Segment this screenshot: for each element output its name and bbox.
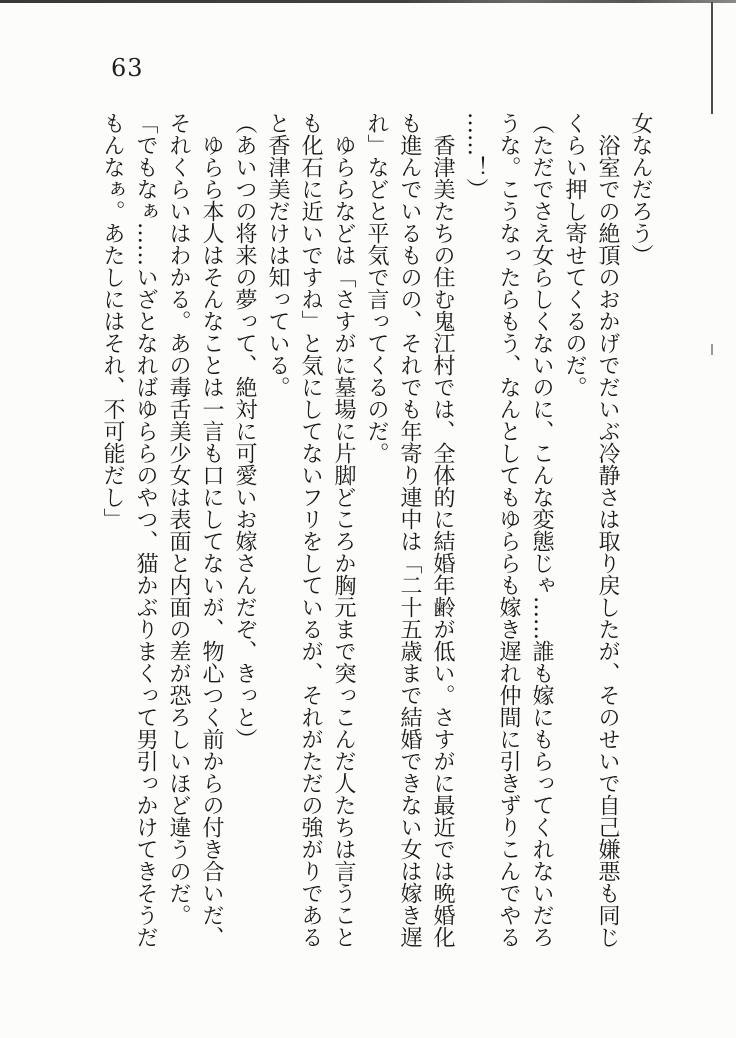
text-line: 香津美たちの住む鬼江村では、全体的に結婚年齢が低い。さすがに最近では晩婚化 (430, 112, 455, 948)
text-line: ……！） (463, 112, 488, 200)
text-line: 浴室での絶頂のおかげでだいぶ冷静さは取り戻したが、そのせいで自己嫌悪も同じ (595, 112, 620, 948)
text-line: と香津美だけは知っている。 (265, 112, 290, 398)
page-number: 63 (111, 54, 144, 82)
text-line: ゆらら本人はそんなことは一言も口にしてないが、物心つく前からの付き合いだ、 (199, 112, 224, 948)
right-edge-scan-mark (711, 2, 713, 114)
text-line: ゆららなどは「さすがに墓場に片脚どころか胸元まで突っこんだ人たちは言うこと (331, 112, 356, 948)
text-block (91, 112, 657, 980)
text-line: くらい押し寄せてくるのだ。 (562, 112, 587, 398)
text-line: うな。こうなったらもう、なんとしてもゆららも嫁き遅れ仲間に引きずりこんでやる (496, 112, 521, 948)
text-line: も進んでいるものの、それでも年寄り連中は「二十五歳まで結婚できない女は嫁き遅 (397, 112, 422, 948)
text-line: れ」などと平気で言ってくるのだ。 (364, 112, 389, 464)
top-edge-rule (0, 0, 736, 3)
text-line: 「でもなぁ……いざとなればゆららのやつ、猫かぶりまくって男引っかけてきそうだ (133, 112, 158, 948)
text-line: も化石に近いですね」と気にしてないフリをしているが、それがただの強がりである (298, 112, 323, 948)
text-line: それくらいはわかる。あの毒舌美少女は表面と内面の差が恐ろしいほど違うのだ。 (166, 112, 191, 926)
text-line: 女なんだろう） (628, 112, 653, 266)
text-line: （ただでさえ女らしくないのに、こんな変態じゃ……誰も嫁にもらってくれないだろ (529, 112, 554, 948)
text-line: （あいつの将来の夢って、絶対に可愛いお嫁さんだぞ、きっと） (232, 112, 257, 750)
right-edge-scan-dash (711, 344, 713, 355)
text-line: もんなぁ。あたしにはそれ、不可能だし」 (100, 112, 125, 530)
